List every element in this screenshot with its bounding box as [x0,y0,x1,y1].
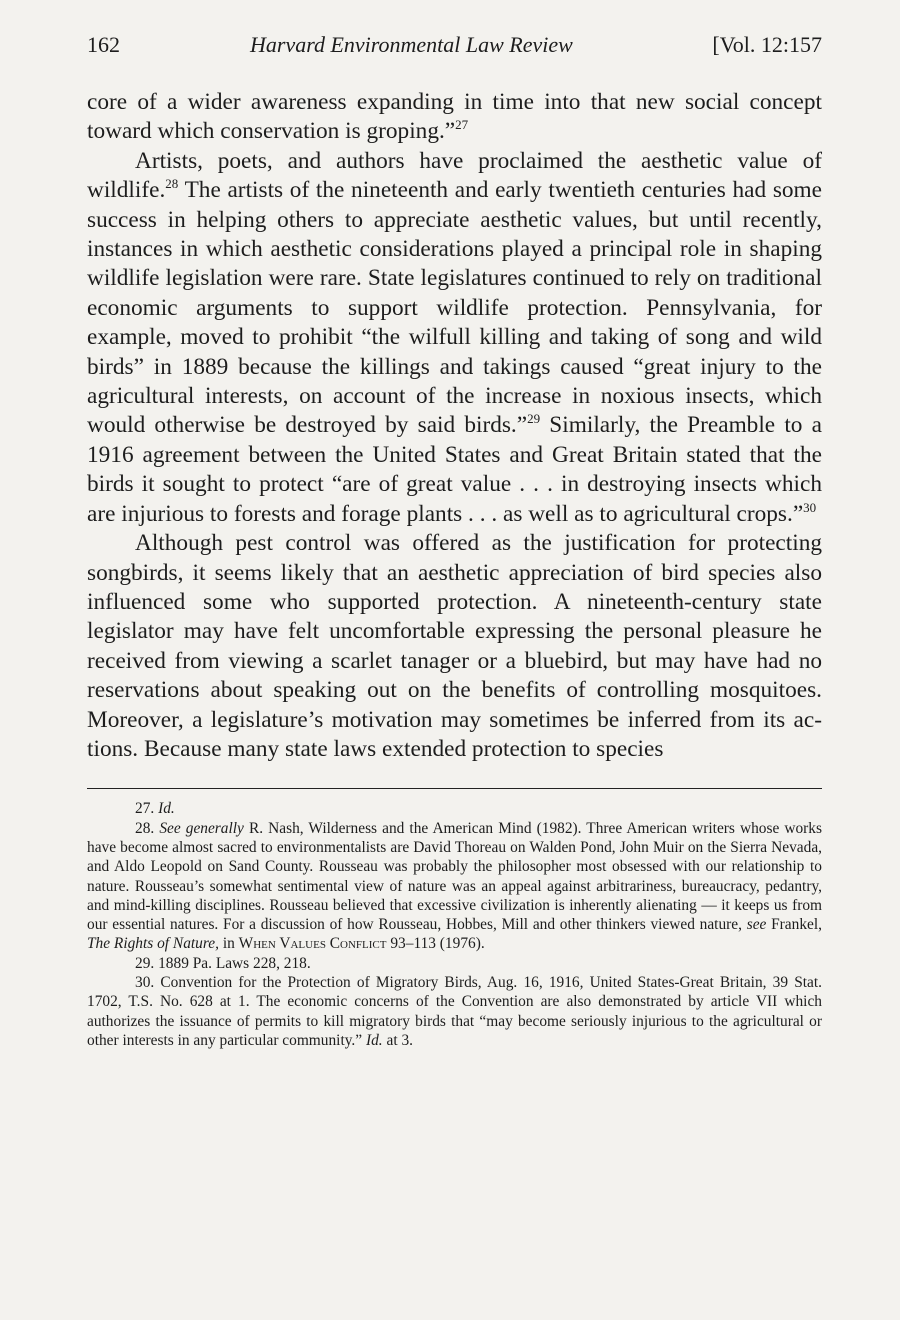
paragraph-text: Similarly, the Preamble to a 1916 agreement between the United States and Great Britain stated that the birds it sought to protect “are of great value . . . in destroying insects which are injurious to forests and forage plants . . . as well as to agricultural crops.” [87,412,822,527]
footnotes [87,799,822,1050]
paragraph-text: core of a wider awareness expanding in time into that new social concept toward which conservation is groping.” [87,89,822,145]
footnote-27 [87,799,822,818]
footnote-30 [87,973,822,1050]
cited-article-title: The Rights of Nature, [87,935,219,953]
footnote-number: 27. [135,800,155,818]
volume-citation: [Vol. 12:157 [712,32,822,57]
running-header [87,32,822,66]
signal-see: see [746,916,767,934]
footnote-ref-30: 30 [803,499,817,515]
page-number: 162 [87,32,120,57]
paragraph-text: The artists of the nineteenth and early twentieth centuries had some success in helping others to appreciate aesthetic values, but until recently, instances in which aesthetic considerations played a principal role in shaping wildlife legislation were rare. State legislatures continued to rely on traditional economic arguments to support wildlife protection. Pennsylvania, for example, moved to prohibit “the wilfull killing and taking of song and wild birds” in 1889 because the killings and takings caused “great injury to the agricultural interests, on account of the increase in noxious insects, which would otherwise be destroyed by said birds.” [87,177,822,439]
footnote-text: R. Nash, Wilderness and the American Mind (1982). Three American writers whose works have become almost sacred to environmentalists are David Thoreau on Walden Pond, John Muir on the Sierra Nevada, and Aldo Leopold on Sand County. Rousseau was probably the philosopher most obsessed with our relationship to nature. Rousseau’s somewhat sentimental view of nature was an appeal against arbitrariness, bureaucracy, pedantry, and mind-killing disciplines. Rousseau believed that excessive civilization is inherently alienating — it keeps us from our essential natures. For a discussion of how Rousseau, Hobbes, Mill and other thinkers viewed nature, [87,819,822,934]
footnote-text: Frankel, [771,916,822,934]
body-text [87,88,822,764]
footnote-number: 29. [135,954,155,972]
footnote-text: Convention for the Protection of Migratory Birds, Aug. 16, 1916, United States-Great Britain, 39 Stat. 1702, T.S. No. 628 at 1. The economic concerns of the Convention are also demonstrated by article VII which authorizes the issuance of permits to kill migratory birds that “may become seriously injurious to the agricultural or other interests in any particular community.” [87,974,822,1049]
paragraph-continued [87,88,822,147]
paragraph-aesthetic-value [87,147,822,529]
footnote-text: in [222,935,235,953]
journal-title: Harvard Environmental Law Review [250,32,573,57]
footnote-text: 1889 Pa. Laws 228, 218. [158,954,311,972]
document-page [87,32,822,1050]
footnote-text: 93–113 (1976). [390,935,485,953]
footnote-text: Id. [158,800,175,818]
footnote-ref-28: 28 [165,176,179,192]
paragraph-text: Although pest control was offered as the justification for protecting songbirds, it seems likely that an aesthetic appreciation of bird species also influenced some who supported protection. A nineteenth-century state legislator may have felt uncomfortable expressing the personal pleasure he received from viewing a scarlet tanager or a bluebird, but may have had no reservations about speaking out on the benefits of controlling mosquitoes. Moreover, a legislature’s motivation may sometimes be inferred from its actions. Because many state laws extended protection to species [87,530,822,762]
footnote-divider [87,788,822,789]
signal-see-generally: See generally [159,819,244,837]
paragraph-pest-control [87,529,822,764]
footnote-text: at 3. [386,1031,413,1049]
paragraph-text: Artists, poets, and authors have proclaimed the aesthetic value of wildlife. [87,147,822,204]
footnote-ref-27: 27 [455,117,469,133]
footnote-28 [87,819,822,954]
cited-book-title: When Values Conflict [238,935,387,953]
footnote-number: 30. [135,974,155,992]
footnote-number: 28. [135,819,155,837]
footnote-29 [87,954,822,973]
footnote-ref-29: 29 [527,411,541,427]
signal-id: Id. [365,1031,383,1049]
